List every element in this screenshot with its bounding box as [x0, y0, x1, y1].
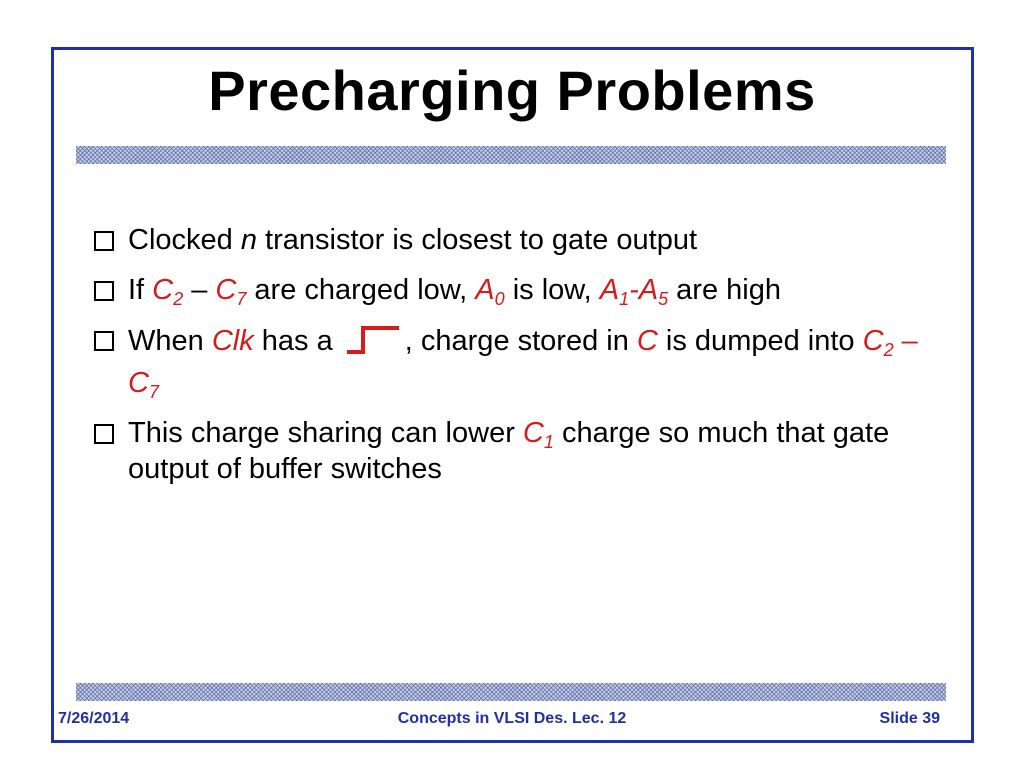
dash: – [893, 325, 918, 357]
var-a5-sub: 5 [658, 289, 669, 309]
var-c7-sub: 7 [236, 289, 247, 309]
bottom-divider [76, 683, 946, 701]
bullet-4-post: charge so much that gate output of buffer switches [128, 417, 890, 485]
var-clk: Clk [211, 325, 254, 357]
checkbox-bullet-icon [94, 424, 114, 444]
bullet-4 [90, 415, 920, 487]
hyphen: - [629, 274, 639, 306]
var-c2: C [152, 274, 174, 306]
bullet-3 [90, 322, 920, 401]
var-a1-sub: 1 [619, 289, 630, 309]
bullet-list [90, 222, 920, 501]
top-divider [76, 146, 946, 164]
bullet-1-text-post: transistor is closest to gate output [256, 224, 698, 256]
bullet-3-post: is dumped into [657, 325, 863, 357]
var-c7: C [128, 367, 149, 399]
var-c2: C [862, 325, 884, 357]
var-a1: A [599, 274, 620, 306]
bullet-2-post: are high [668, 274, 781, 306]
var-c: C [636, 325, 658, 357]
var-c2-sub: 2 [883, 340, 894, 360]
footer-slide-number: Slide 39 [879, 710, 940, 727]
bullet-3-pre: When [128, 325, 212, 357]
bullet-4-pre: This charge sharing can lower [128, 417, 523, 449]
bullet-3-mid2: , charge stored in [404, 325, 637, 357]
bullet-1 [90, 222, 920, 258]
bullet-2 [90, 272, 920, 308]
footer-date: 7/26/2014 [58, 710, 130, 727]
var-a0: A [475, 274, 495, 306]
bullet-2-mid: are charged low, [246, 274, 476, 306]
checkbox-bullet-icon [94, 231, 114, 251]
var-c1-sub: 1 [543, 432, 554, 452]
checkbox-bullet-icon [94, 281, 114, 301]
var-c7: C [215, 274, 237, 306]
bullet-3-mid: has a [253, 325, 341, 357]
bullet-1-text-pre: Clocked [128, 224, 241, 256]
var-c2-sub: 2 [173, 289, 184, 309]
var-c1: C [522, 417, 544, 449]
slide-title: Precharging Problems [208, 59, 816, 122]
var-a0-sub: 0 [494, 289, 505, 309]
footer-course: Concepts in VLSI Des. Lec. 12 [397, 710, 627, 727]
dash: – [183, 274, 216, 306]
bullet-1-n: n [240, 224, 257, 256]
bullet-2-mid2: is low, [504, 274, 600, 306]
var-c7-sub: 7 [148, 382, 159, 402]
bullet-2-pre: If [128, 274, 153, 306]
var-a5: A [638, 274, 659, 306]
checkbox-bullet-icon [94, 331, 114, 351]
rising-edge-pulse-icon [345, 322, 401, 365]
